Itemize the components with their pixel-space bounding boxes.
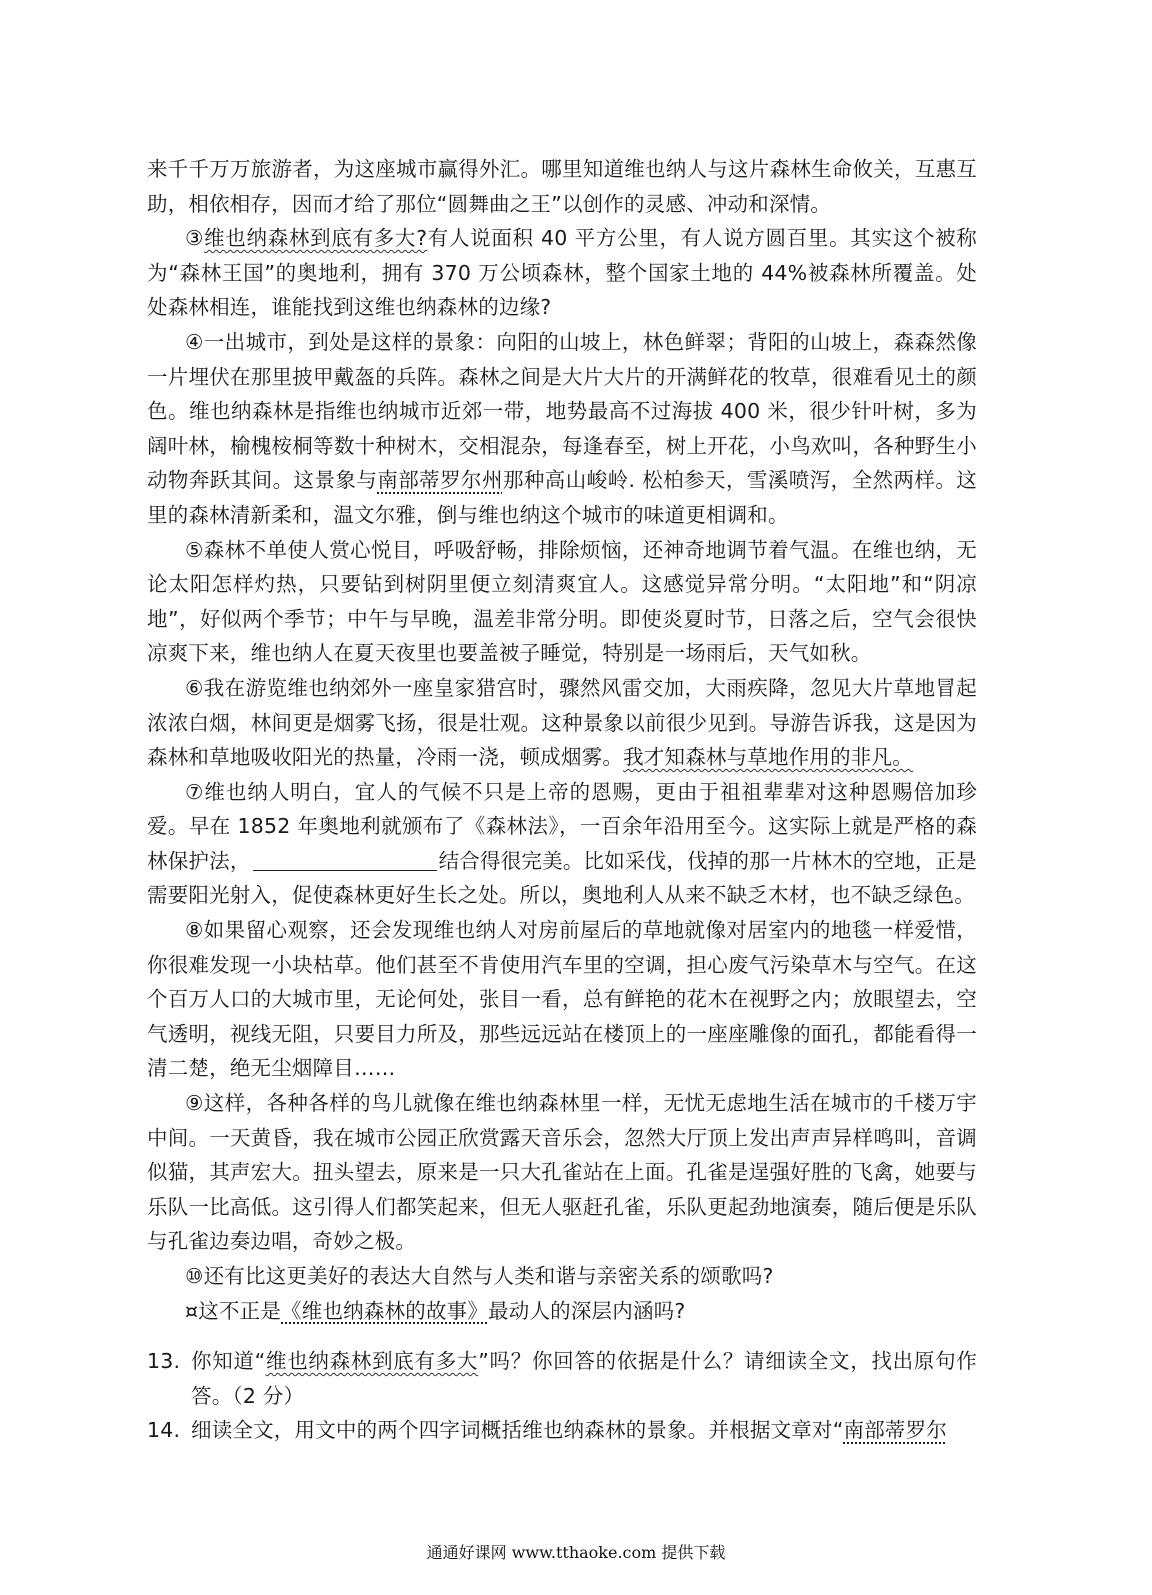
paragraph-9: ⑨这样，各种各样的鸟儿就像在维也纳森林里一样，无忧无虑地生活在城市的千楼万宇中间。一天黄昏，我在城市公园正欣赏露天音乐会，忽然大厅顶上发出声声异样鸣叫，音调似猫，其声宏大。扭头望去，原来是一只大孔雀站在上面。孔雀是逞强好胜的飞禽，她要与乐队一比高低。这引得人们都笑起来，但无人驱赶孔雀，乐队更起劲地演奏，随后便是乐队与孔雀边奏边唱，奇妙之极。 [147,1091,977,1254]
article-body [147,152,977,1448]
paragraph-10: ⑩还有比这更美好的表达大自然与人类和谐与亲密关系的颂歌吗? [185,1264,774,1288]
fill-in-blank[interactable] [253,848,437,871]
page-footer: 通通好课网 www.tthaoke.com 提供下载 [426,1543,726,1562]
paragraph-11: ¤这不正是《维也纳森林的故事》最动人的深层内涵吗? [185,1298,686,1323]
paragraph-7: ⑦维也纳人明白，宜人的气候不只是上帝的恩赐，更由于祖祖辈辈对这种恩赐倍加珍爱。早在 1852 年奥地利就颁布了《森林法》，一百余年沿用至今。这实际上就是严格的森林保护法， 结合得很完美。比如采伐，伐掉的那一片林木的空地，正是需要阳光射入，促使森林更好生长之处。所以，奥地利人从来不缺乏木材，也不缺乏绿色。 [147,779,978,908]
question-list [147,1344,977,1448]
paragraph-3: ③维也纳森林到底有多大?有人说面积 40 平方公里，有人说方圆百里。其实这个被称为“森林王国”的奥地利，拥有 370 万公顷森林，整个国家土地的 44%被森林所覆盖。处处森林相连，谁能找到这维也纳森林的边缘? [147,226,978,320]
paragraph-number: ③ [185,226,205,251]
wavy-underlined-question: 维也纳森林到底有多大? [204,226,428,251]
question-number: 14. [147,1418,181,1443]
question-14 [147,1413,977,1448]
question-number: 13. [147,1349,181,1374]
dotted-emphasis-title: 《维也纳森林的故事》 [281,1298,489,1323]
dotted-emphasis-place: 南部蒂罗尔州 [377,468,503,493]
question-text: 细读全文，用文中的两个四字词概括维也纳森林的景象。并根据文章对“南部蒂罗尔 [191,1418,948,1443]
wavy-underlined-sentence: 我才知森林与草地作用的非凡。 [623,745,913,770]
paragraph-4: ④一出城市，到处是这样的景象：向阳的山坡上，林色鲜翠；背阳的山坡上，森森然像一片埋伏在那里披甲戴盔的兵阵。森林之间是大片大片的开满鲜花的牧草，很难看见土的颜色。维也纳森林是指维也纳城市近郊一带，地势最高不过海拔 400 米，很少针叶树，多为阔叶林，榆槐桉桐等数十种树木，交相混杂，每逢春至，树上开花，小鸟欢叫，各种野生小动物奔跃其间。这景象与南部蒂罗尔州那种高山峻岭. 松柏参天，雪溪喷泻，全然两样。这里的森林清新柔和，温文尔雅，倒与维也纳这个城市的味道更相调和。 [147,329,977,527]
paragraph-2-tail: 来千千万万旅游者，为这座城市赢得外汇。哪里知道维也纳人与这片森林生命攸关，互惠互助，相依相存，因而才给了那位“圆舞曲之王”以创作的灵感、冲动和深情。 [147,157,977,216]
question-13 [147,1344,977,1413]
paragraph-6: ⑥我在游览维也纳郊外一座皇家猎宫时，骤然风雷交加，大雨疾降，忽见大片草地冒起浓浓白烟，林间更是烟雾飞扬，很是壮观。这种景象以前很少见到。导游告诉我，这是因为森林和草地吸收阳光的热量，冷雨一浇，顿成烟雾。我才知森林与草地作用的非凡。 [147,675,977,770]
paragraph-8: ⑧如果留心观察，还会发现维也纳人对房前屋后的草地就像对居室内的地毯一样爱惜，你很难发现一小块枯草。他们甚至不肯使用汽车里的空调，担心废气污染草木与空气。在这个百万人口的大城市里，无论何处，张目一看，总有鲜艳的花木在视野之内；放眼望去，空气透明，视线无阻，只要目力所及，那些远远站在楼顶上的一座座雕像的面孔，都能看得一清二楚，绝无尘烟障目…… [147,918,977,1081]
paragraph-5: ⑤森林不单使人赏心悦目，呼吸舒畅，排除烦恼，还神奇地调节着气温。在维也纳，无论太阳怎样灼热，只要钻到树阴里便立刻清爽宜人。这感觉异常分明。“太阳地”和“阴凉地”，好似两个季节；中午与早晚，温差非常分明。即使炎夏时节，日落之后，空气会很快凉爽下来，维也纳人在夏天夜里也要盖被子睡觉，特别是一场雨后，天气如秋。 [147,537,977,666]
wavy-underlined-phrase: 维也纳森林到底有多大 [265,1349,479,1374]
dotted-emphasis-place: 南部蒂罗尔 [843,1418,948,1443]
question-text: 你知道“维也纳森林到底有多大”吗？你回答的依据是什么？请细读全文，找出原句作答。（2 分） [191,1349,978,1408]
